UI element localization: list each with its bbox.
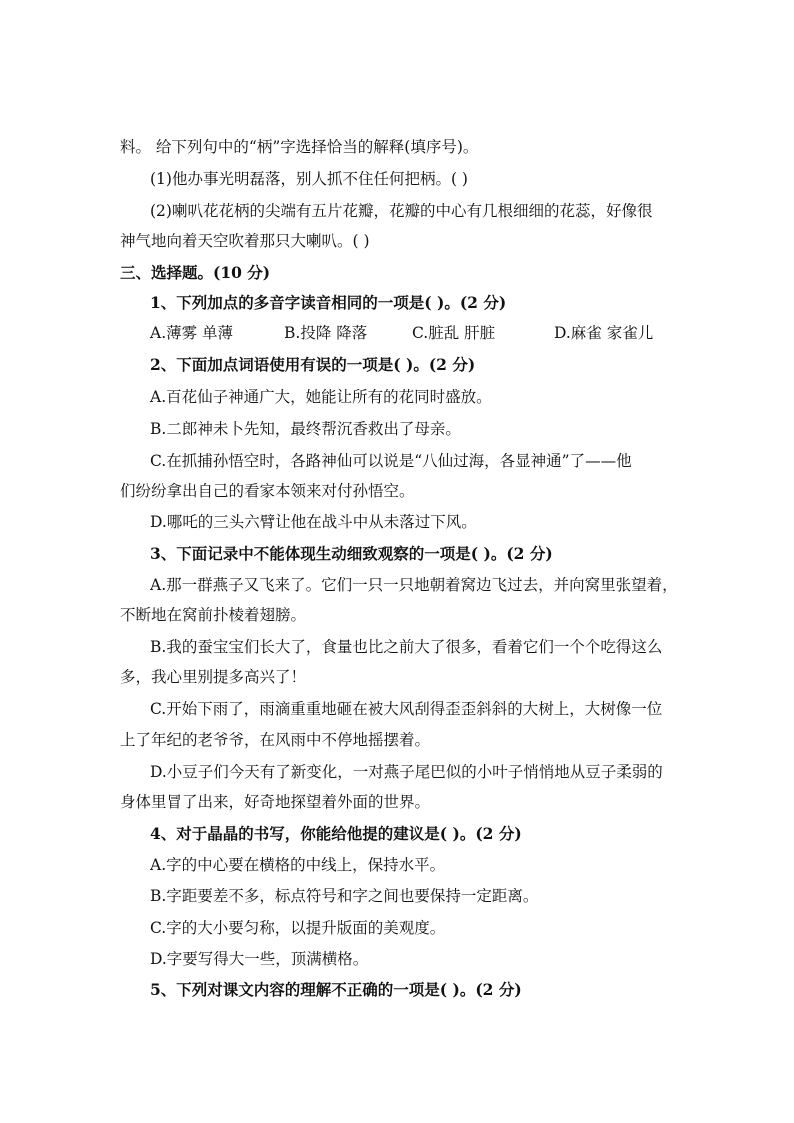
q2-option-c-line-2: 们纷纷拿出自己的看家本领来对付孙悟空。	[120, 482, 415, 500]
question-2-stem: 2、下面加点词语使用有误的一项是( )。(2 分)	[150, 355, 476, 374]
q1-option-d: D.麻雀 家雀儿	[554, 324, 654, 342]
q3-option-c-line-1: C.开始下雨了，雨滴重重地砸在被大风刮得歪歪斜斜的大树上，大树像一位	[150, 700, 663, 718]
q3-option-d-line-2: 身体里冒了出来，好奇地探望着外面的世界。	[120, 793, 431, 811]
q2-option-b: B.二郎神未卜先知，最终帮沉香救出了母亲。	[150, 420, 461, 438]
q1-option-c: C.脏乱 肝脏	[412, 324, 496, 342]
question-1-stem: 1、下列加点的多音字读音相同的一项是( )。(2 分)	[150, 293, 507, 312]
q2-option-a: A.百花仙子神通广大，她能让所有的花同时盛放。	[150, 388, 492, 406]
question-3-stem: 3、下面记录中不能体现生动细致观察的一项是( )。(2 分)	[150, 544, 553, 563]
sentence-2-line-2: 神气地向着天空吹着那只大喇叭。( )	[120, 232, 370, 250]
q3-option-c-line-2: 上了年纪的老爷爷，在风雨中不停地摇摆着。	[120, 731, 431, 749]
q1-option-a: A.薄雾 单薄	[150, 324, 234, 342]
q3-option-b-line-2: 多，我心里别提多高兴了！	[120, 668, 307, 686]
intro-line: 料。 给下列句中的“柄”字选择恰当的解释(填序号)。	[120, 138, 479, 156]
section-title: 三、选择题。(10 分)	[120, 263, 271, 282]
sentence-2-line-1: (2)喇叭花花柄的尖端有五片花瓣，花瓣的中心有几根细细的花蕊，好像很	[150, 202, 653, 220]
q4-option-a: A.字的中心要在横格的中线上，保持水平。	[150, 856, 446, 874]
q2-option-c-line-1: C.在抓捕孙悟空时，各路神仙可以说是“八仙过海，各显神通”了——他	[150, 452, 632, 470]
q3-option-b-line-1: B.我的蚕宝宝们长大了，食量也比之前大了很多，看着它们一个个吃得这么	[150, 638, 663, 656]
q1-option-b: B.投降 降落	[284, 324, 368, 342]
q2-option-d: D.哪吒的三头六臂让他在战斗中从未落过下风。	[150, 513, 477, 531]
q4-option-c: C.字的大小要匀称，以提升版面的美观度。	[150, 919, 446, 937]
question-4-stem: 4、对于晶晶的书写，你能给他提的建议是( )。(2 分)	[150, 824, 522, 843]
q4-option-d: D.字要写得大一些，顶满横格。	[150, 950, 369, 968]
sentence-1: (1)他办事光明磊落，别人抓不住任何把柄。( )	[150, 170, 468, 188]
q3-option-a-line-1: A.那一群燕子又飞来了。它们一只一只地朝着窝边飞过去，并向窝里张望着，	[150, 576, 678, 594]
q4-option-b: B.字距要差不多，标点符号和字之间也要保持一定距离。	[150, 887, 539, 905]
q3-option-a-line-2: 不断地在窝前扑棱着翅膀。	[120, 606, 307, 624]
question-5-stem: 5、下列对课文内容的理解不正确的一项是( )。(2 分)	[150, 980, 522, 999]
q3-option-d-line-1: D.小豆子们今天有了新变化，一对燕子尾巴似的小叶子悄悄地从豆子柔弱的	[150, 763, 663, 781]
